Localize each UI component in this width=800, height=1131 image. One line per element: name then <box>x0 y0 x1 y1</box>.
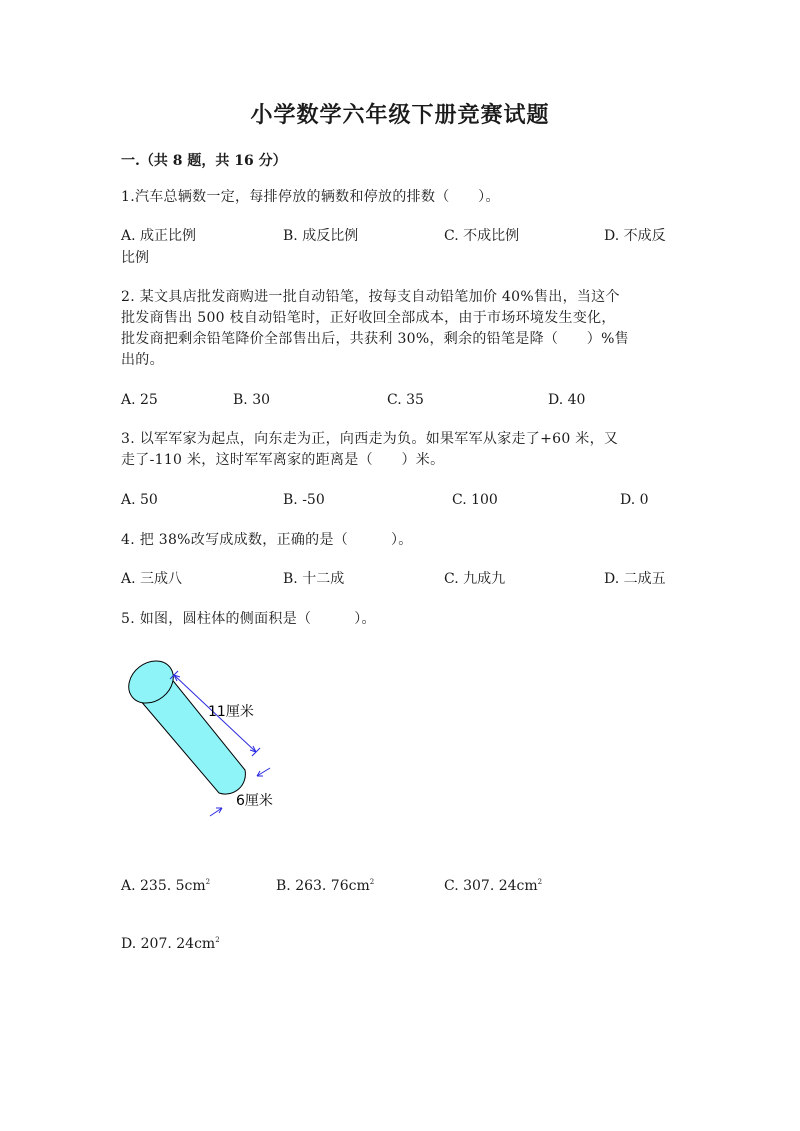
q5-option-a <box>121 872 210 897</box>
cylinder-figure <box>110 660 310 830</box>
q4-option-b: B. 十二成 <box>283 571 345 587</box>
unit-exponent: 2 <box>537 878 543 886</box>
length-label: 11厘米 <box>208 704 254 720</box>
q4-option-a: A. 三成八 <box>121 571 183 587</box>
q1-option-d: D. 不成反 <box>604 228 666 244</box>
question-2-stem <box>121 287 681 371</box>
q3-option-d: D. 0 <box>620 492 649 508</box>
q5-option-b <box>276 872 374 897</box>
q1-option-d-wrap: 比例 <box>121 250 149 266</box>
q1-option-c: C. 不成比例 <box>444 228 520 244</box>
q3-option-a: A. 50 <box>121 492 158 508</box>
q4-option-c: C. 九成九 <box>444 571 506 587</box>
q2-option-d: D. 40 <box>548 392 586 408</box>
page-title: 小学数学六年级下册竞赛试题 <box>250 102 550 128</box>
q4-option-d: D. 二成五 <box>604 571 666 587</box>
q3-option-b: B. -50 <box>283 492 325 508</box>
q3-option-c: C. 100 <box>452 492 498 508</box>
q2-option-a: A. 25 <box>121 392 158 408</box>
question-4-stem: 4. 把 38%改写成成数，正确的是（ ）。 <box>121 532 413 548</box>
question-5-stem: 5. 如图，圆柱体的侧面积是（ ）。 <box>121 611 376 627</box>
unit-exponent: 2 <box>215 936 220 944</box>
q5-option-d <box>121 930 220 955</box>
stem-line: 2. 某文具店批发商购进一批自动铅笔，按每支自动铅笔加价 40%售出，当这个 <box>121 289 620 305</box>
q5-option-c <box>444 872 542 897</box>
question-1-stem: 1.汽车总辆数一定，每排停放的辆数和停放的排数（ ）。 <box>121 189 500 205</box>
unit-exponent: 2 <box>369 878 375 886</box>
stem-line: 批发商售出 500 枝自动铅笔时，正好收回全部成本，由于市场环境发生变化， <box>121 310 616 326</box>
unit-exponent: 2 <box>205 878 211 886</box>
stem-line: 批发商把剩余铅笔降价全部售出后，共获利 30%，剩余的铅笔是降（ ）%售 <box>121 331 629 347</box>
stem-line: 3. 以军军家为起点，向东走为正，向西走为负。如果军军从家走了+60 米，又 <box>121 431 619 447</box>
section-heading: 一.（共 8 题，共 16 分） <box>121 153 287 169</box>
q2-option-c: C. 35 <box>387 392 424 408</box>
stem-line: 出的。 <box>121 352 164 368</box>
q2-option-b: B. 30 <box>233 392 271 408</box>
option-text: C. 307. 24cm <box>444 878 538 894</box>
option-text: B. 263. 76cm <box>276 878 370 894</box>
q1-option-b: B. 成反比例 <box>283 228 359 244</box>
diameter-label: 6厘米 <box>236 793 273 809</box>
question-3-stem <box>121 429 681 471</box>
option-text: A. 235. 5cm <box>121 878 206 894</box>
q1-option-a: A. 成正比例 <box>121 228 197 244</box>
stem-line: 走了-110 米，这时军军离家的距离是（ ）米。 <box>121 452 445 468</box>
option-text: D. 207. 24cm <box>121 936 216 952</box>
